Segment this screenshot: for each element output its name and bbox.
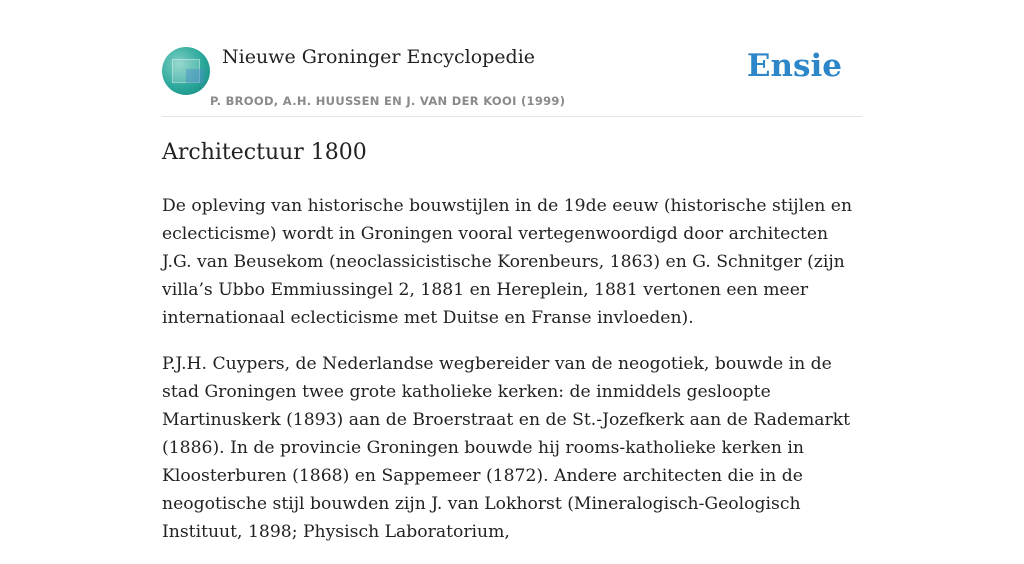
paragraph: P.J.H. Cuypers, de Nederlandse wegbereider van de neogotiek, bouwde in de stad Groningen twee grote katholieke kerken: de inmiddels gesloopte Martinuskerk (1893) aan de Broerstraat en de St.-Jozefkerk aan de Rademarkt (1886). In de provincie Groningen bouwde hij rooms-katholieke kerken in Kloosterburen (1868) en Sappemeer (1872). Andere architecten die in de neogotische stijl bouwden zijn J. van Lokhorst (Mineralogisch-Geologisch Instituut, 1898; Physisch Laboratorium,	[162, 354, 851, 542]
encyclopedia-cover-avatar[interactable]	[162, 47, 210, 95]
cover-image-detail-2	[186, 69, 204, 83]
article-body	[162, 192, 862, 564]
authors-line: P. BROOD, A.H. HUUSSEN EN J. VAN DER KOOI (1999)	[210, 94, 566, 108]
header	[162, 46, 862, 117]
paragraph: De opleving van historische bouwstijlen in de 19de eeuw (historische stijlen en eclecticisme) wordt in Groningen vooral vertegenwoordigd door architecten J.G. van Beusekom (neoclassicistische Korenbeurs, 1863) en G. Schnitger (zijn villa’s Ubbo Emmiussingel 2, 1881 en Hereplein, 1881 vertonen een meer internationaal eclecticisme met Duitse en Franse invloeden).	[162, 196, 853, 328]
work-title-link[interactable]: Nieuwe Groninger Encyclopedie	[222, 46, 536, 68]
article-title: Architectuur 1800	[162, 140, 367, 165]
ensie-logo-link[interactable]: Ensie	[746, 48, 842, 84]
